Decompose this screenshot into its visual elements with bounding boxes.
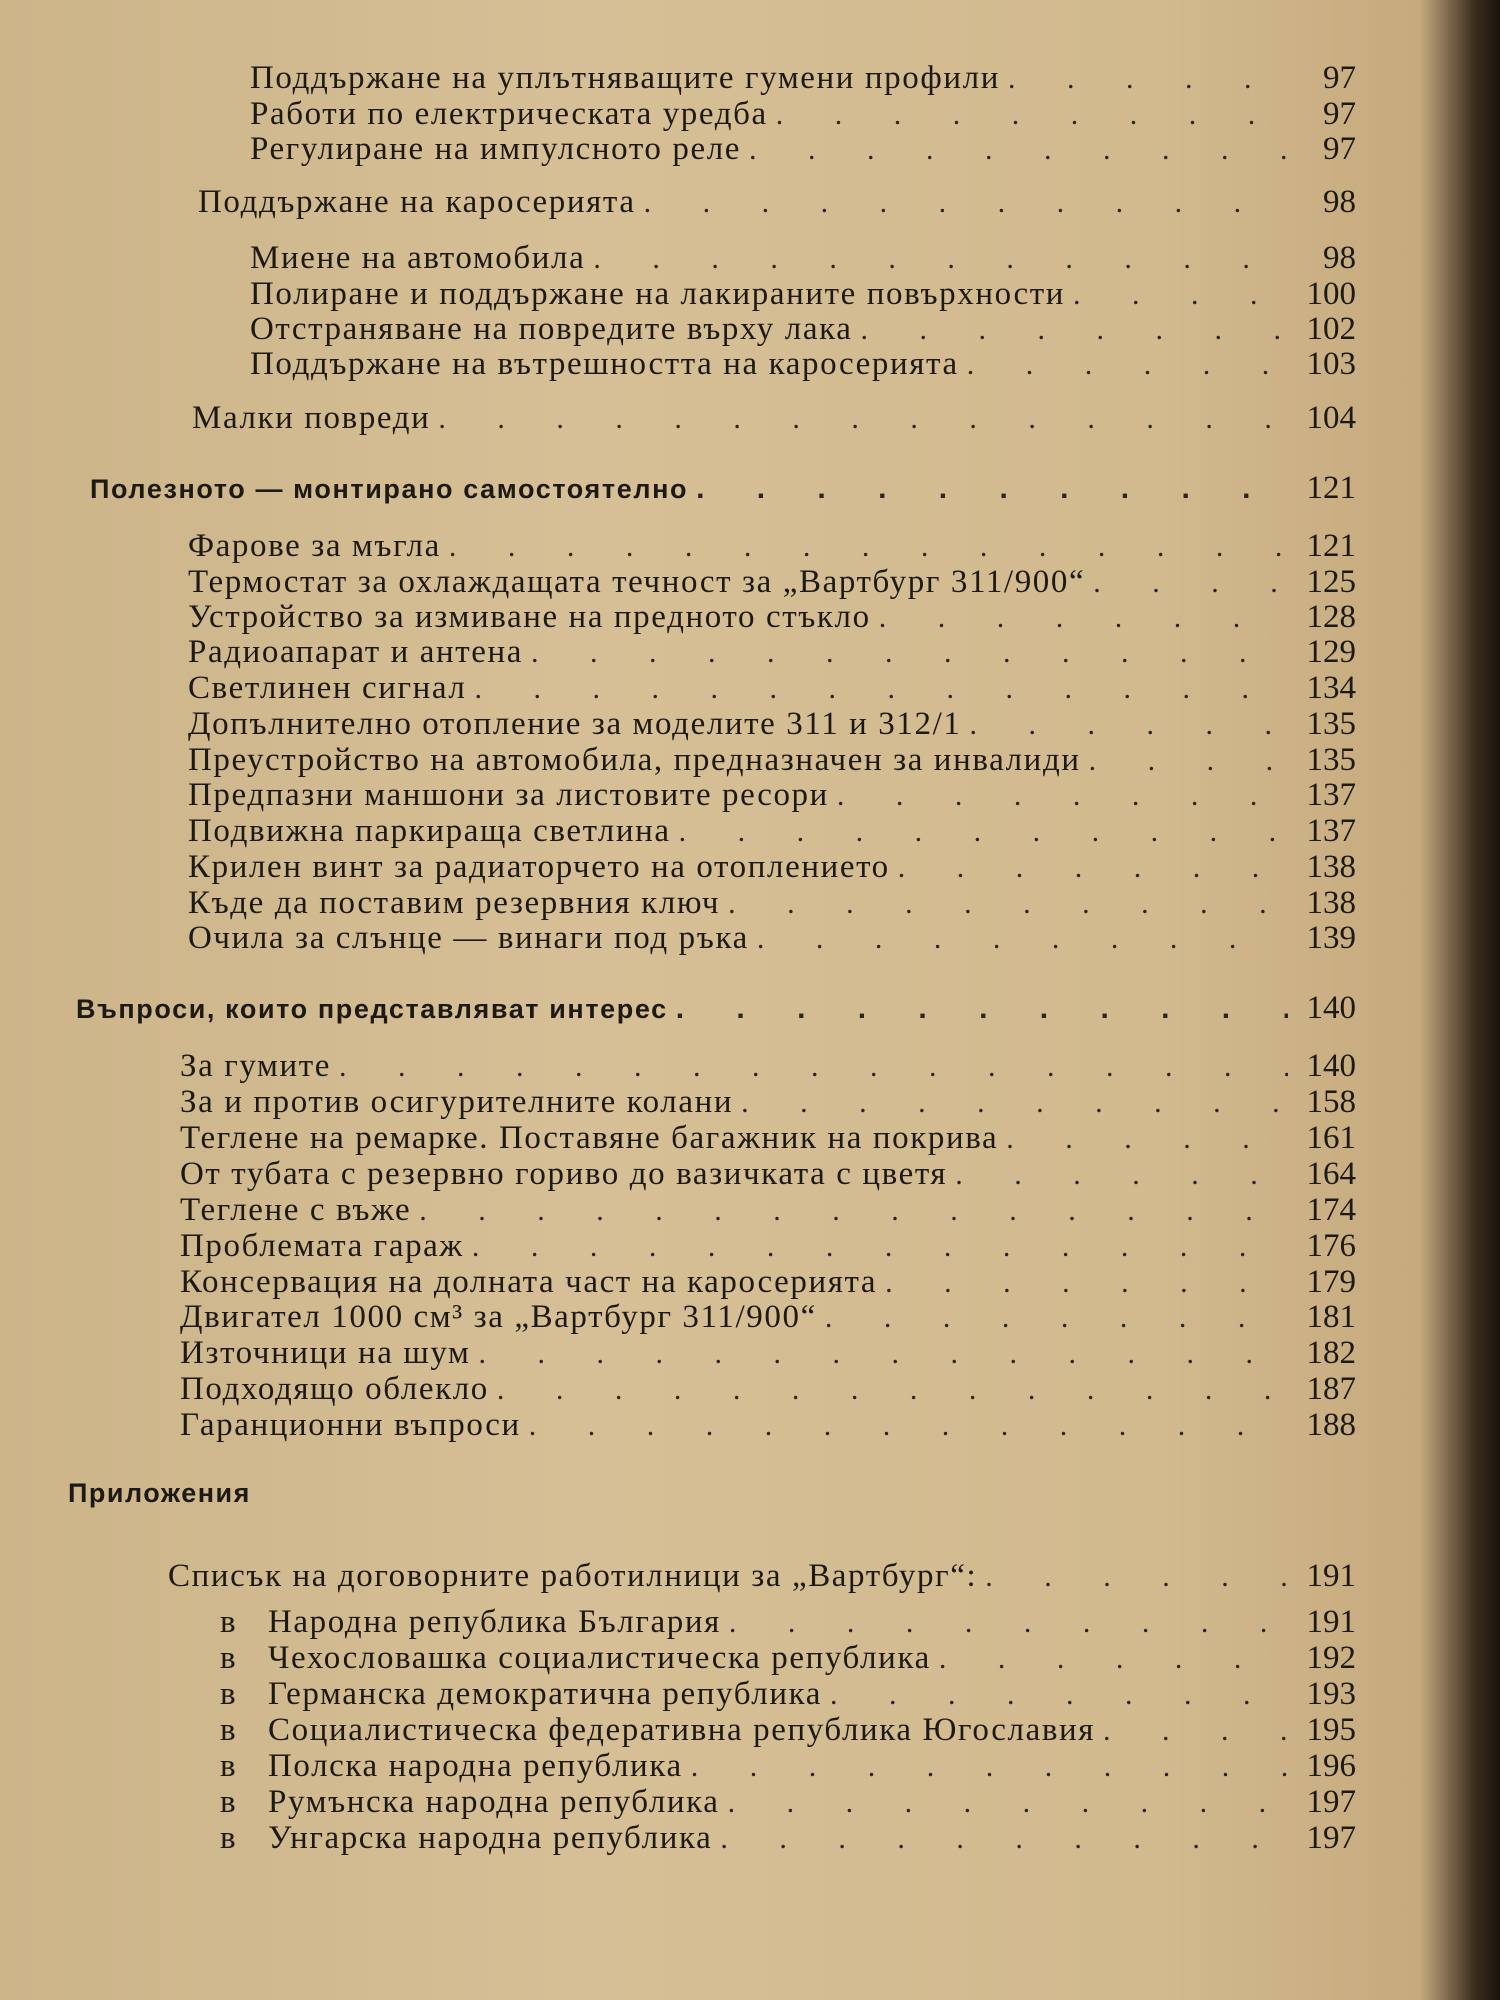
toc-entry (250, 60, 1356, 97)
toc-entry (180, 1192, 1356, 1229)
toc-entry (250, 96, 1356, 133)
toc-entry-title: Светлинен сигнал (188, 670, 467, 706)
toc-entry-page: 176 (1306, 1228, 1356, 1264)
toc-entry (188, 564, 1356, 601)
toc-entry-title: Поддържане на каросерията (198, 184, 636, 220)
leader-dots (749, 133, 1288, 167)
toc-entry-page: 134 (1306, 670, 1356, 706)
toc-entry (188, 742, 1356, 779)
toc-entry (220, 1676, 1356, 1713)
leader-dots (438, 402, 1288, 436)
prefix-label: в (220, 1712, 238, 1748)
toc-entry (250, 276, 1356, 313)
toc-entry-title: Двигател 1000 см³ за „Вартбург 311/900“ (180, 1299, 817, 1335)
toc-entry-title: Крилен винт за радиаторчето на отоплението (188, 849, 890, 885)
leader-dots (531, 636, 1288, 670)
toc-entry (180, 1407, 1356, 1444)
toc-entry-title: Термостат за охлаждащата течност за „Вартбург 311/900“ (188, 564, 1086, 600)
prefix-label: в (220, 1784, 238, 1820)
toc-entry (180, 1120, 1356, 1157)
leader-dots (449, 530, 1288, 564)
toc-entry (180, 1299, 1356, 1336)
toc-entry-page: 135 (1306, 706, 1356, 742)
toc-entry-page: 158 (1306, 1084, 1356, 1120)
toc-entry-title: Проблемата гараж (180, 1228, 464, 1264)
section-title: Въпроси, които представляват интерес (76, 994, 668, 1024)
toc-entry-page: 98 (1323, 184, 1356, 220)
toc-entry-title: Теглене с въже (180, 1192, 412, 1228)
toc-entry (180, 1084, 1356, 1121)
toc-entry-title: Консервация на долната част на каросерията (180, 1264, 878, 1300)
leader-dots (825, 1301, 1288, 1335)
toc-entry (180, 1264, 1356, 1301)
toc-section-heading (76, 990, 1356, 1027)
toc-entry (188, 599, 1356, 636)
toc-entry-title: Устройство за измиване на предното стъкло (188, 599, 871, 635)
toc-entry-page: 192 (1306, 1640, 1356, 1676)
country-name: Унгарска народна република (268, 1820, 713, 1856)
toc-entry-title (220, 1748, 683, 1785)
toc-entry-page: 138 (1306, 885, 1356, 921)
leader-dots (339, 1050, 1288, 1084)
toc-entry (180, 1156, 1356, 1193)
toc-entry-title: Теглене на ремарке. Поставяне багажник на покрива (180, 1120, 999, 1156)
leader-dots (696, 472, 1288, 506)
toc-entry-title: Източници на шум (180, 1335, 471, 1371)
toc-entry-title: Подходящо облекло (180, 1371, 489, 1407)
leader-dots (985, 1560, 1288, 1594)
leader-dots (741, 1086, 1288, 1120)
toc-entry-title: Отстраняване на повредите върху лака (250, 311, 853, 347)
leader-dots (728, 1786, 1288, 1820)
toc-entry-title (220, 1640, 931, 1677)
toc-entry-title: Подвижна паркираща светлина (188, 813, 671, 849)
toc-section-heading (90, 470, 1356, 507)
toc-entry-page: 196 (1306, 1748, 1356, 1784)
leader-dots (475, 672, 1289, 706)
toc-entry-title: Фарове за мъгла (188, 528, 441, 564)
toc-entry-title: За гумите (180, 1048, 332, 1084)
toc-entry (168, 1558, 1356, 1595)
toc-entry (250, 240, 1356, 277)
toc-entry (180, 1048, 1356, 1085)
toc-entry-title: Поддържане на уплътняващите гумени профили (250, 60, 1000, 96)
toc-entry-page: 161 (1306, 1120, 1356, 1156)
toc-entry-page: 103 (1306, 346, 1356, 382)
leader-dots (644, 186, 1288, 220)
toc-entry (188, 849, 1356, 886)
toc-entry-title (220, 1676, 822, 1713)
toc-entry-title: Списък на договорните работилници за „Вартбург“: (168, 1558, 978, 1594)
toc-entry-title (220, 1820, 712, 1857)
toc-entry-page: 140 (1306, 1048, 1356, 1084)
toc-entry-page: 187 (1306, 1371, 1356, 1407)
toc-entry-page: 139 (1306, 920, 1356, 956)
leader-dots (860, 313, 1288, 347)
leader-dots (1006, 1122, 1288, 1156)
toc-entry (250, 311, 1356, 348)
leader-dots (419, 1194, 1288, 1228)
toc-entry-page: 121 (1306, 528, 1356, 564)
toc-entry-page: 100 (1306, 276, 1356, 312)
toc-entry-title: Къде да поставим резервния ключ (188, 885, 721, 921)
prefix-label: в (220, 1676, 238, 1712)
prefix-label: в (220, 1640, 238, 1676)
toc-entry-title: Преустройство на автомобила, предназначен за инвалиди (188, 742, 1081, 778)
leader-dots (1103, 1714, 1288, 1748)
toc-entry (188, 528, 1356, 565)
toc-entry-page: 193 (1306, 1676, 1356, 1712)
toc-entry-page: 129 (1306, 634, 1356, 670)
prefix-label: в (220, 1748, 238, 1784)
toc-entry (220, 1604, 1356, 1641)
toc-entry-page: 164 (1306, 1156, 1356, 1192)
toc-entry-page: 121 (1306, 470, 1356, 506)
toc-entry-title (220, 1712, 1095, 1749)
toc-entry-title: От тубата с резервно гориво до вазичката с цветя (180, 1156, 948, 1192)
toc-entry-page: 181 (1306, 1299, 1356, 1335)
toc-entry (220, 1640, 1356, 1677)
toc-entry-page: 138 (1306, 849, 1356, 885)
toc-entry-title (220, 1604, 721, 1641)
toc-entry-page: 140 (1306, 990, 1356, 1026)
toc-entry-title: Допълнително отопление за моделите 311 и 312/1 (188, 706, 962, 742)
toc-entry-page: 97 (1323, 96, 1356, 132)
section-title: Приложения (68, 1478, 251, 1508)
toc-entry (220, 1748, 1356, 1785)
toc-entry-title: Предпазни маншони за листовите ресори (188, 777, 829, 813)
toc-entry (188, 634, 1356, 671)
toc-entry (198, 184, 1356, 221)
leader-dots (879, 601, 1288, 635)
toc-entry-page: 195 (1306, 1712, 1356, 1748)
toc-entry-title: Работи по електрическата уредба (250, 96, 768, 132)
toc-entry-page: 182 (1306, 1335, 1356, 1371)
toc-entry (250, 131, 1356, 168)
toc-entry-title: Регулиране на импулсното реле (250, 131, 742, 167)
toc-entry-page: 104 (1306, 400, 1356, 436)
toc-entry-title: Малки повреди (192, 400, 431, 436)
leader-dots (885, 1266, 1288, 1300)
leader-dots (472, 1230, 1288, 1264)
leader-dots (1093, 566, 1288, 600)
leader-dots (757, 922, 1288, 956)
toc-entry-page: 137 (1306, 813, 1356, 849)
country-name: Народна република България (268, 1604, 721, 1640)
leader-dots (898, 851, 1288, 885)
toc-entry-title: Полиране и поддържане на лакираните повърхности (250, 276, 1066, 312)
country-name: Германска демократична република (268, 1676, 822, 1712)
toc-entry (188, 777, 1356, 814)
leader-dots (691, 1750, 1288, 1784)
leader-dots (967, 348, 1288, 382)
country-name: Чехословашка социалистическа република (268, 1640, 931, 1676)
toc-entry (220, 1784, 1356, 1821)
leader-dots (729, 1606, 1288, 1640)
toc-entry-page: 191 (1306, 1558, 1356, 1594)
leader-dots (497, 1373, 1288, 1407)
prefix-label: в (220, 1604, 238, 1640)
toc-entry-page: 97 (1323, 131, 1356, 167)
leader-dots (969, 708, 1288, 742)
toc-entry-page: 179 (1306, 1264, 1356, 1300)
leader-dots (1073, 278, 1288, 312)
prefix-label: в (220, 1820, 238, 1856)
country-name: Румънска народна република (268, 1784, 720, 1820)
toc-entry (220, 1820, 1356, 1857)
toc-entry (188, 670, 1356, 707)
section-title: Полезното — монтирано самостоятелно (90, 474, 689, 504)
toc-entry-title: Радиоапарат и антена (188, 634, 524, 670)
leader-dots (679, 815, 1288, 849)
leader-dots (720, 1822, 1288, 1856)
toc-entry-title (220, 1784, 720, 1821)
leader-dots (529, 1409, 1288, 1443)
toc-entry-page: 98 (1323, 240, 1356, 276)
leader-dots (593, 242, 1288, 276)
leader-dots (479, 1337, 1288, 1371)
leader-dots (728, 887, 1288, 921)
toc-entry-title: Гаранционни въпроси (180, 1407, 521, 1443)
leader-dots (1089, 744, 1288, 778)
leader-dots (830, 1678, 1288, 1712)
toc-entry (188, 706, 1356, 743)
toc-entry-page: 197 (1306, 1784, 1356, 1820)
toc-entry (188, 885, 1356, 922)
toc-entry-title: Миене на автомобила (250, 240, 586, 276)
toc-entry-page: 102 (1306, 311, 1356, 347)
toc-entry-page: 188 (1306, 1407, 1356, 1443)
country-name: Полска народна република (268, 1748, 683, 1784)
toc-entry (192, 400, 1356, 437)
toc-entry-page: 135 (1306, 742, 1356, 778)
toc-entry-page: 197 (1306, 1820, 1356, 1856)
toc-entry (180, 1371, 1356, 1408)
toc-entry (188, 813, 1356, 850)
leader-dots (1008, 62, 1288, 96)
toc-entry-title: Поддържане на вътрешността на каросерията (250, 346, 959, 382)
leader-dots (776, 98, 1288, 132)
toc-entry (250, 346, 1356, 383)
toc-entry (220, 1712, 1356, 1749)
toc-entry (188, 920, 1356, 957)
leader-dots (676, 992, 1288, 1026)
toc-entry-page: 174 (1306, 1192, 1356, 1228)
toc-entry (180, 1335, 1356, 1372)
toc-entry-page: 128 (1306, 599, 1356, 635)
toc-entry-page: 137 (1306, 777, 1356, 813)
leader-dots (939, 1642, 1288, 1676)
toc-entry-title: Очила за слънце — винаги под ръка (188, 920, 749, 956)
leader-dots (955, 1158, 1288, 1192)
toc-entry-page: 191 (1306, 1604, 1356, 1640)
toc-entry-page: 125 (1306, 564, 1356, 600)
leader-dots (837, 779, 1288, 813)
toc-entry-page: 97 (1323, 60, 1356, 96)
toc-entry-title: За и против осигурителните колани (180, 1084, 734, 1120)
toc-entry (180, 1228, 1356, 1265)
country-name: Социалистическа федеративна република Югославия (268, 1712, 1096, 1748)
